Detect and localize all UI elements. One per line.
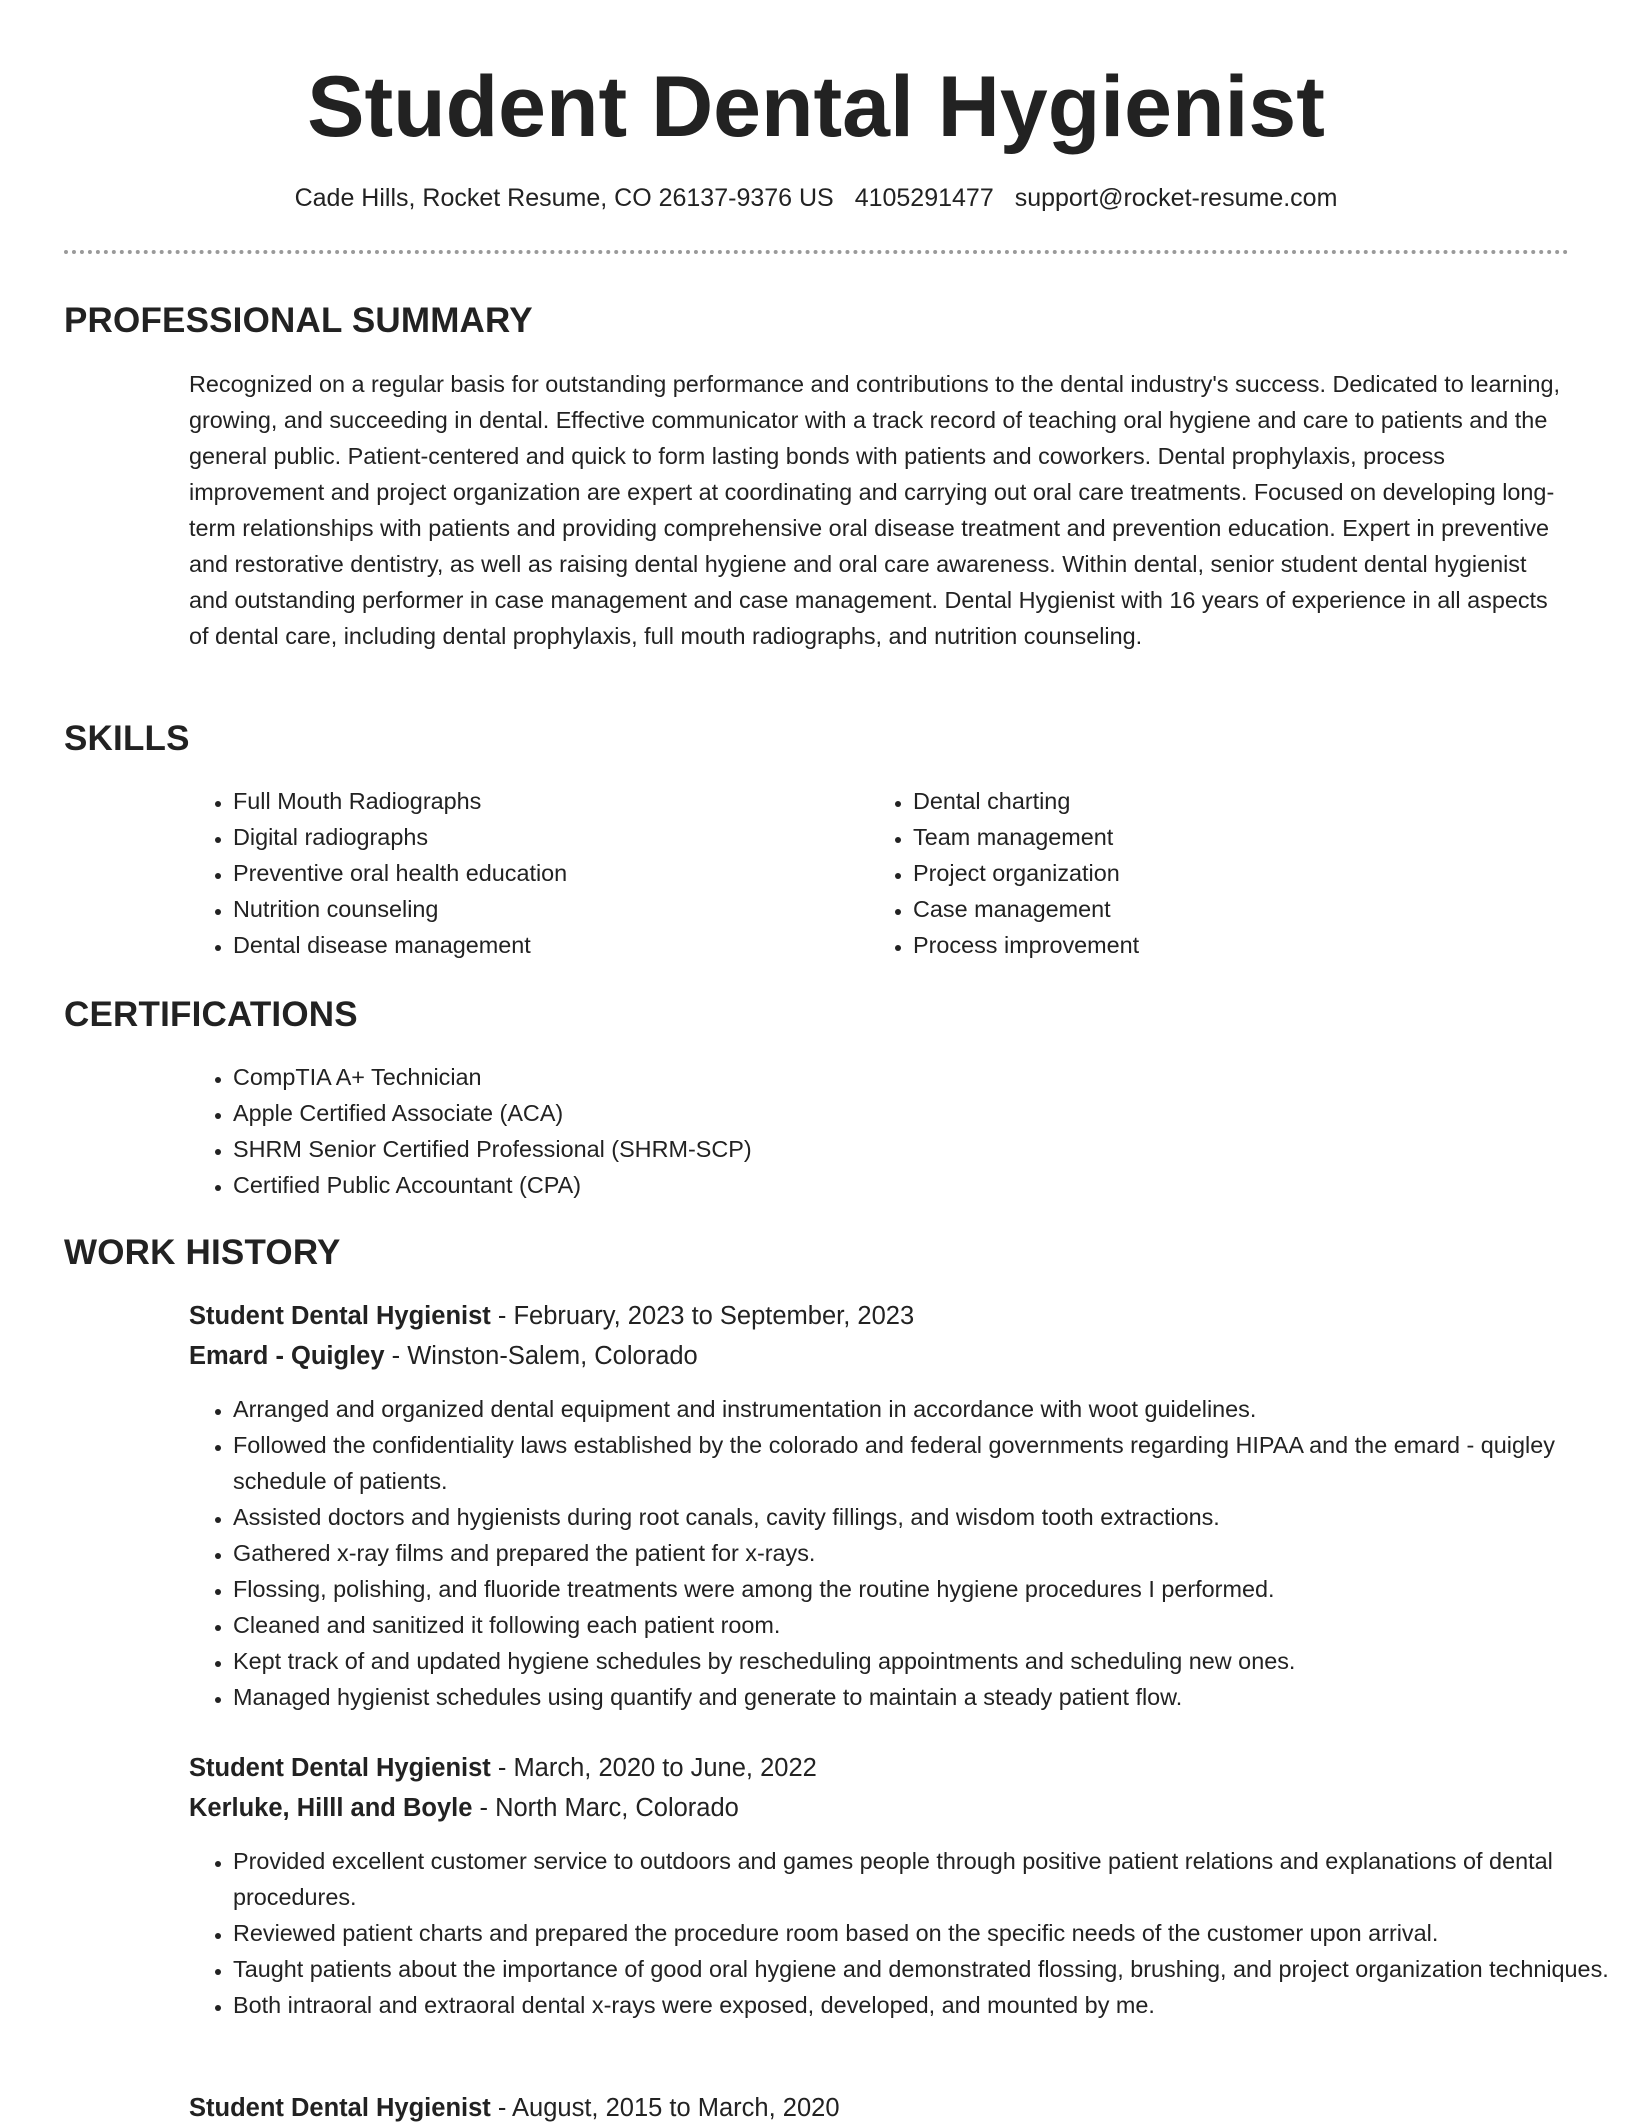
- skill-item: • Digital radiographs: [233, 819, 833, 855]
- job-title: Student Dental Hygienist: [189, 1302, 491, 1330]
- job-company: Kerluke, Hilll and Boyle: [189, 1794, 473, 1822]
- skill-item: • Full Mouth Radiographs: [233, 783, 833, 819]
- job-bullet: • Both intraoral and extraoral dental x-rays were exposed, developed, and mounted by me.: [233, 1987, 1613, 2023]
- skills-list-right: [869, 783, 1513, 963]
- skill-item: • Nutrition counseling: [233, 891, 833, 927]
- job-bullet: • Followed the confidentiality laws established by the colorado and federal governments regarding HIPAA and the emard - quigley schedule of patients.: [233, 1427, 1613, 1499]
- certification-item: • SHRM Senior Certified Professional (SHRM-SCP): [233, 1131, 1533, 1167]
- certification-item: • Apple Certified Associate (ACA): [233, 1095, 1533, 1131]
- job-title-line: [189, 1748, 817, 1788]
- job-title-line: [189, 1296, 914, 1336]
- job-company: Emard - Quigley: [189, 1342, 385, 1370]
- skill-item: • Team management: [913, 819, 1513, 855]
- skills-list-left: [189, 783, 833, 963]
- job-company-line: [189, 1788, 739, 1828]
- certification-item: • Certified Public Accountant (CPA): [233, 1167, 1533, 1203]
- contact-line: [0, 180, 1632, 216]
- job-bullet: • Assisted doctors and hygienists during root canals, cavity fillings, and wisdom tooth extractions.: [233, 1499, 1613, 1535]
- skill-item: • Dental charting: [913, 783, 1513, 819]
- job-dates: - February, 2023 to September, 2023: [490, 1302, 915, 1330]
- job-bullet: • Kept track of and updated hygiene schedules by rescheduling appointments and scheduling new ones.: [233, 1643, 1613, 1679]
- job-location: - North Marc, Colorado: [472, 1794, 739, 1822]
- work-history-heading: WORK HISTORY: [64, 1233, 341, 1272]
- job-bullet: • Gathered x-ray films and prepared the patient for x-rays.: [233, 1535, 1613, 1571]
- job-title: Student Dental Hygienist: [189, 1754, 491, 1782]
- job-title: Student Dental Hygienist: [189, 2094, 491, 2122]
- job-dates: - March, 2020 to June, 2022: [490, 1754, 817, 1782]
- summary-heading: PROFESSIONAL SUMMARY: [64, 301, 533, 340]
- job-title-line: [189, 2088, 840, 2128]
- job-bullets: [189, 1843, 1613, 2023]
- job-bullet: • Flossing, polishing, and fluoride treatments were among the routine hygiene procedures I performed.: [233, 1571, 1613, 1607]
- contact-phone: 4105291477: [854, 184, 994, 212]
- skill-item: • Process improvement: [913, 927, 1513, 963]
- contact-email: support@rocket-resume.com: [1014, 184, 1338, 212]
- skill-item: • Project organization: [913, 855, 1513, 891]
- resume-name: Student Dental Hygienist: [307, 59, 1325, 155]
- skills-heading: SKILLS: [64, 719, 190, 758]
- skill-item: • Preventive oral health education: [233, 855, 833, 891]
- job-bullet: • Provided excellent customer service to outdoors and games people through positive patient relations and explanations of dental procedures.: [233, 1843, 1613, 1915]
- job-location: - Winston-Salem, Colorado: [384, 1342, 698, 1370]
- certifications-list: [189, 1059, 1533, 1203]
- job-bullets: [189, 1391, 1613, 1715]
- job-bullet: • Arranged and organized dental equipment and instrumentation in accordance with woot guidelines.: [233, 1391, 1613, 1427]
- skill-item: • Case management: [913, 891, 1513, 927]
- skill-item: • Dental disease management: [233, 927, 833, 963]
- contact-address: Cade Hills, Rocket Resume, CO 26137-9376 US: [294, 184, 834, 212]
- summary-text: Recognized on a regular basis for outstanding performance and contributions to the dental industry's success. Dedicated to learning, growing, and succeeding in dental. Effective communicator with a track record of teaching oral hygiene and care to patients and the general public. Patient-centered and quick to form lasting bonds with patients and coworkers. Dental prophylaxis, process improvement and project organization are expert at coordinating and carrying out oral care treatments. Focused on developing long-term relationships with patients and providing comprehensive oral disease treatment and prevention education. Expert in preventive and restorative dentistry, as well as raising dental hygiene and oral care awareness. Within dental, senior student dental hygienist and outstanding performer in case management and case management. Dental Hygienist with 16 years of experience in all aspects of dental care, including dental prophylaxis, full mouth radiographs, and nutrition counseling.: [189, 371, 1561, 649]
- job-company-line: [189, 1336, 698, 1376]
- job-dates: - August, 2015 to March, 2020: [490, 2094, 840, 2122]
- job-bullet: • Taught patients about the importance of good oral hygiene and demonstrated flossing, brushing, and project organization techniques.: [233, 1951, 1613, 1987]
- job-bullet: • Cleaned and sanitized it following each patient room.: [233, 1607, 1613, 1643]
- header-divider: [64, 250, 1569, 254]
- certifications-heading: CERTIFICATIONS: [64, 995, 358, 1034]
- job-bullet: • Managed hygienist schedules using quantify and generate to maintain a steady patient flow.: [233, 1679, 1613, 1715]
- certification-item: • CompTIA A+ Technician: [233, 1059, 1533, 1095]
- job-bullet: • Reviewed patient charts and prepared the procedure room based on the specific needs of the customer upon arrival.: [233, 1915, 1613, 1951]
